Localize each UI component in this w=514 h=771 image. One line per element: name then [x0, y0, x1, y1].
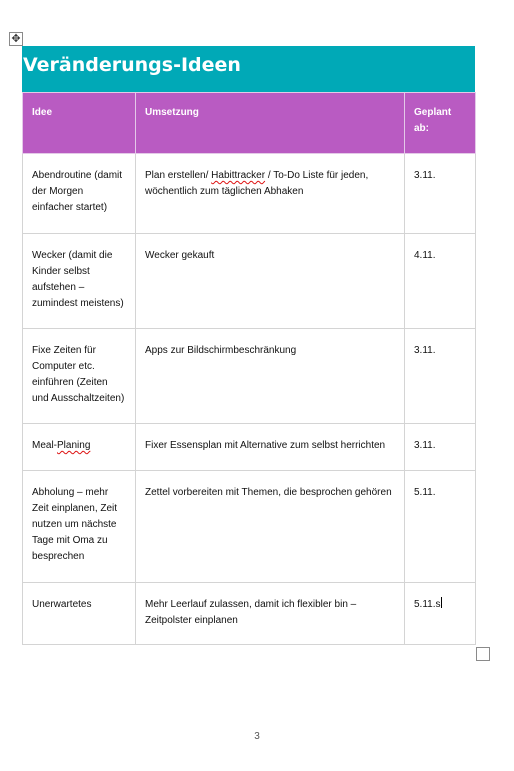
text-cursor — [441, 597, 442, 608]
cell-geplant[interactable]: 3.11. — [405, 154, 476, 234]
cell-geplant[interactable]: 3.11. — [405, 329, 476, 424]
cell-geplant[interactable] — [405, 583, 476, 645]
table-header-row — [23, 93, 476, 154]
cell-idee[interactable]: Fixe Zeiten für Computer etc. einführen (Zeiten und Ausschaltzeiten) — [23, 329, 136, 424]
table-row — [23, 154, 476, 234]
cell-idee[interactable]: Abholung – mehr Zeit einplanen, Zeit nutzen um nächste Tage mit Oma zu besprechen — [23, 471, 136, 583]
table-row — [23, 234, 476, 329]
cell-idee[interactable] — [23, 424, 136, 471]
header-umsetzung: Umsetzung — [136, 93, 405, 154]
cell-umsetzung[interactable]: Zettel vorbereiten mit Themen, die besprochen gehören — [136, 471, 405, 583]
text-segment: Meal- — [32, 440, 58, 451]
table-move-icon[interactable]: ✥ — [9, 32, 23, 46]
cell-umsetzung[interactable]: Apps zur Bildschirmbeschränkung — [136, 329, 405, 424]
cell-geplant[interactable]: 4.11. — [405, 234, 476, 329]
cell-idee[interactable]: Abendroutine (damit der Morgen einfacher startet) — [23, 154, 136, 234]
misspelled-word: Habittracker — [211, 170, 266, 181]
ideas-table — [22, 92, 476, 645]
header-idee: Idee — [23, 93, 136, 154]
cell-idee[interactable]: Unerwartetes — [23, 583, 136, 645]
cell-umsetzung[interactable]: Fixer Essensplan mit Alternative zum selbst herrichten — [136, 424, 405, 471]
cell-idee[interactable]: Wecker (damit die Kinder selbst aufstehen – zumindest meistens) — [23, 234, 136, 329]
table-title: Veränderungs-Ideen — [22, 46, 475, 92]
cell-umsetzung[interactable] — [136, 154, 405, 234]
text-segment: / To-Do Liste für jeden, wöchentlich zum täglichen Abhaken — [145, 170, 369, 197]
cell-geplant[interactable]: 3.11. — [405, 424, 476, 471]
cell-umsetzung[interactable]: Mehr Leerlauf zulassen, damit ich flexibler bin – Zeitpolster einplanen — [136, 583, 405, 645]
header-geplant: Geplant ab: — [405, 93, 476, 154]
cell-geplant[interactable]: 5.11. — [405, 471, 476, 583]
table-row — [23, 329, 476, 424]
table-row — [23, 583, 476, 645]
table-resize-icon[interactable] — [476, 647, 490, 661]
misspelled-word: Planing — [57, 440, 91, 451]
table-row — [23, 424, 476, 471]
text-segment: Plan erstellen/ — [145, 170, 212, 181]
cell-umsetzung[interactable]: Wecker gekauft — [136, 234, 405, 329]
page-number: 3 — [254, 731, 260, 742]
table-row — [23, 471, 476, 583]
cell-text: 5.11.s — [414, 599, 441, 610]
